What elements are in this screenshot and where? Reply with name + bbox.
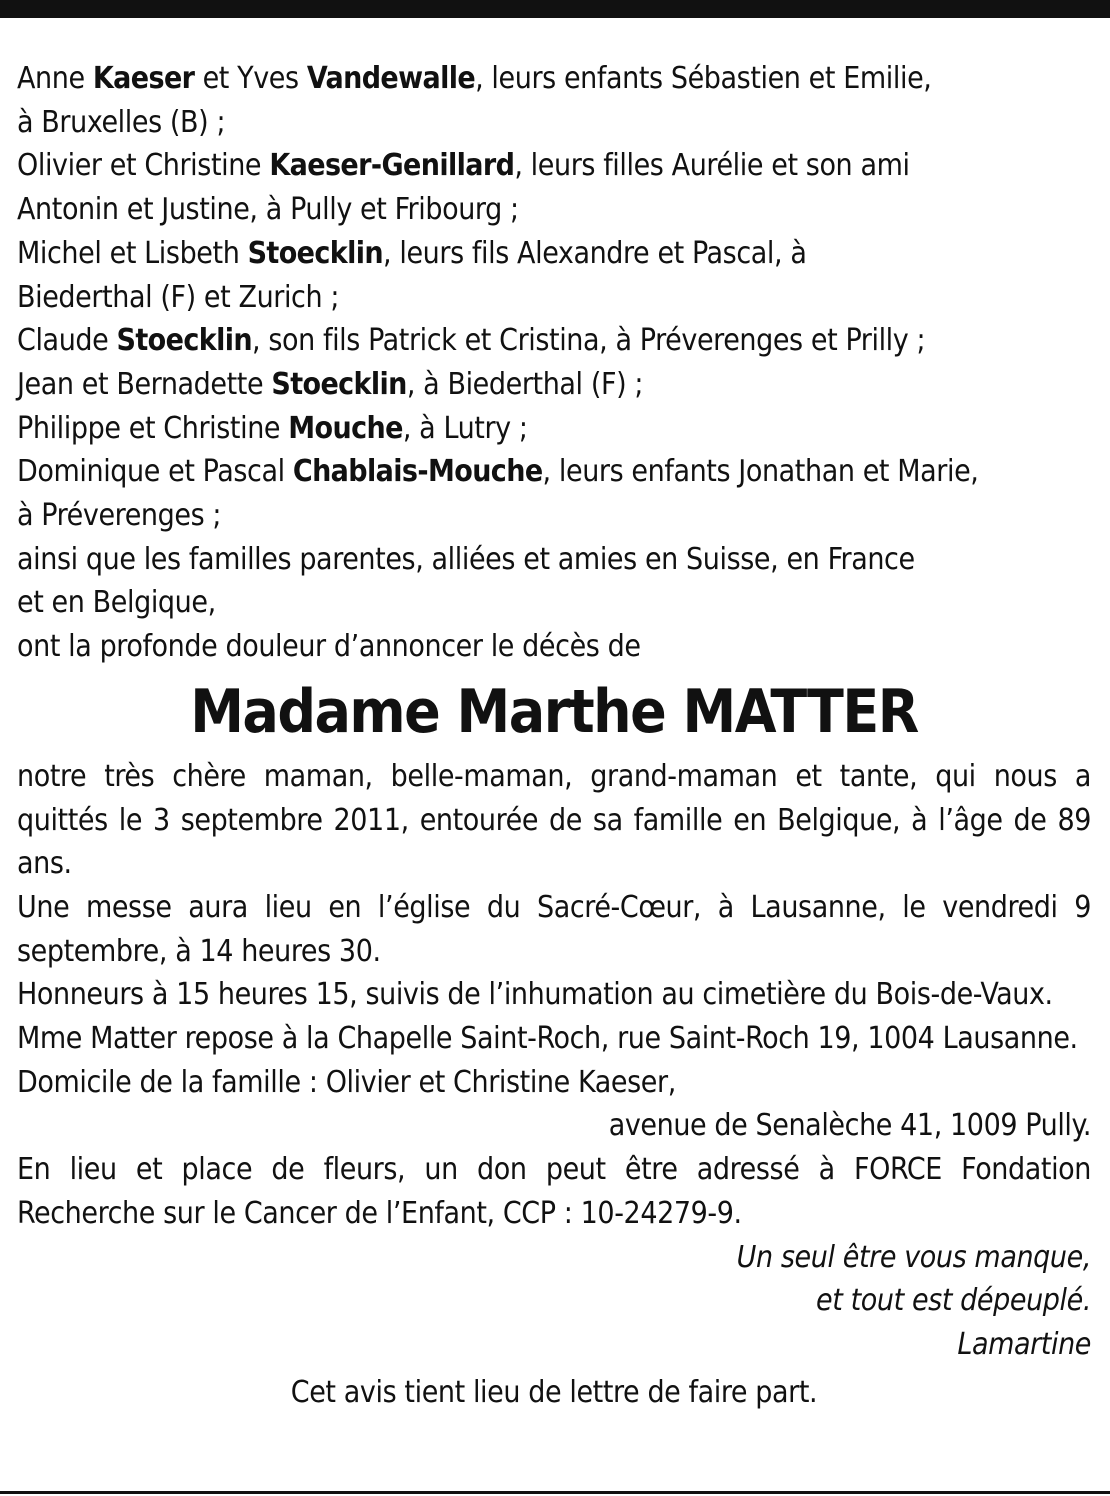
quote-line: et tout est dépeuplé. [816, 1283, 1091, 1319]
resting-place: Mme Matter repose à la Chapelle Saint-Roch, rue Saint-Roch 19, 1004 Lausanne. [17, 1021, 1078, 1057]
epigraph-quote [17, 1236, 1091, 1367]
extended-family: ainsi que les familles parentes, alliées et amies en Suisse, en France et en Belgique, [17, 541, 915, 621]
top-border-rule [0, 0, 1110, 18]
family-entry: Philippe et Christine Mouche, à Lutry ; [17, 410, 528, 446]
closing-note: Cet avis tient lieu de lettre de faire part. [290, 1374, 818, 1410]
bottom-border-rule [0, 1491, 1110, 1494]
mass-info: Une messe aura lieu en l’église du Sacré-Cœur, à Lausanne, le vendredi 9 septembre, à 14 heures 30. [17, 889, 1091, 969]
surname: Mouche [288, 410, 403, 446]
obituary-notice [17, 57, 1091, 1414]
donation-info: En lieu et place de fleurs, un don peut être adressé à FORCE Fondation Recherche sur le Cancer de l’Enfant, CCP : 10-24279-9. [17, 1152, 1091, 1231]
family-domicile-address: avenue de Senalèche 41, 1009 Pully. [608, 1108, 1091, 1144]
family-list [17, 57, 1091, 538]
quote-line: Un seul être vous manque, [736, 1239, 1091, 1275]
honours-info: Honneurs à 15 heures 15, suivis de l’inhumation au cimetière du Bois-de-Vaux. [17, 977, 1053, 1013]
family-domicile-label: Domicile de la famille : Olivier et Christine Kaeser, [17, 1064, 676, 1100]
surname: Chablais-Mouche [292, 454, 543, 490]
surname: Stoecklin [271, 366, 407, 402]
tribute-text: notre très chère maman, belle-maman, grand-maman et tante, qui nous a quittés le 3 septembre 2011, entourée de sa famille en Belgique, à l’âge de 89 ans. [17, 758, 1091, 882]
deceased-name: Madame Marthe MATTER [190, 676, 918, 747]
surname: Vandewalle [306, 61, 476, 96]
surname: Stoecklin [116, 323, 252, 359]
surname: Kaeser [92, 61, 195, 96]
family-entry: Jean et Bernadette Stoecklin, à Biederthal (F) ; [17, 366, 644, 402]
family-entry: Claude Stoecklin, son fils Patrick et Cristina, à Préverenges et Prilly ; [17, 323, 926, 359]
family-entry: Michel et Lisbeth Stoecklin, leurs fils Alexandre et Pascal, à Biederthal (F) et Zurich ; [17, 235, 807, 315]
family-entry: Olivier et Christine Kaeser-Genillard, leurs filles Aurélie et son ami Antonin et Justine, à Pully et Fribourg ; [17, 148, 910, 228]
family-entry: Dominique et Pascal Chablais-Mouche, leurs enfants Jonathan et Marie, à Préverenges ; [17, 454, 979, 534]
family-entry: Anne Kaeser et Yves Vandewalle, leurs enfants Sébastien et Emilie, à Bruxelles (B) ; [17, 61, 932, 140]
announcement: ont la profonde douleur d’annoncer le décès de [17, 629, 641, 665]
surname: Kaeser-Genillard [269, 148, 515, 184]
quote-author: Lamartine [957, 1326, 1091, 1362]
surname: Stoecklin [247, 235, 384, 271]
